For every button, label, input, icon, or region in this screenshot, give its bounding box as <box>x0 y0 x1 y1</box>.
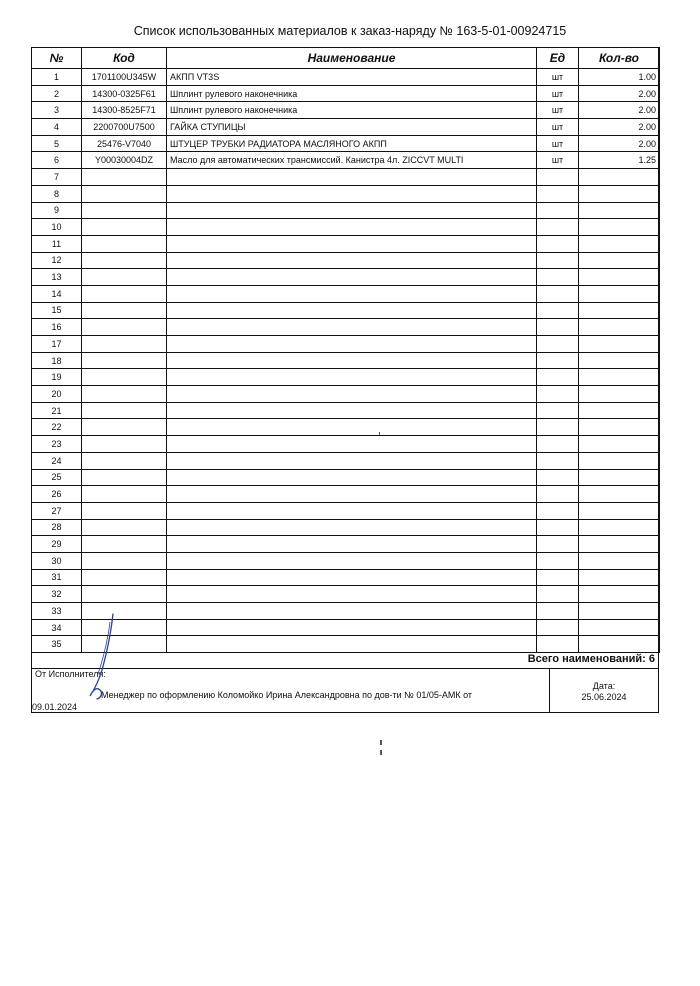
cell-name: ШТУЦЕР ТРУБКИ РАДИАТОРА МАСЛЯНОГО АКПП <box>167 135 537 152</box>
cell-qty: 2.00 <box>579 102 660 119</box>
cell-num: 26 <box>32 486 82 503</box>
cell-name: Шплинт рулевого наконечника <box>167 85 537 102</box>
cell-qty: 1.25 <box>579 152 660 169</box>
manager-line: Менеджер по оформлению Коломойко Ирина Александровна по дов-ти № 01/05-АМК от <box>101 690 473 700</box>
header-code: Код <box>82 48 167 69</box>
cell-num: 19 <box>32 369 82 386</box>
cell-num: 18 <box>32 352 82 369</box>
cell-num: 7 <box>32 169 82 186</box>
cell-num: 20 <box>32 386 82 403</box>
cell-qty: 2.00 <box>579 85 660 102</box>
from-date: 09.01.2024 <box>32 702 78 712</box>
header-name: Наименование <box>167 48 537 69</box>
cell-num: 35 <box>32 636 82 653</box>
cell-num: 23 <box>32 436 82 453</box>
cell-qty: 1.00 <box>579 69 660 86</box>
cell-num: 33 <box>32 603 82 620</box>
cell-num: 16 <box>32 319 82 336</box>
header-unit: Ед <box>537 48 579 69</box>
cell-name: Масло для автоматических трансмиссий. Канистра 4л. ZICCVT MULTI <box>167 152 537 169</box>
scan-mark <box>380 750 382 755</box>
cell-name: Шплинт рулевого наконечника <box>167 102 537 119</box>
header-num: № <box>32 48 82 69</box>
cell-unit: шт <box>537 69 579 86</box>
cell-code: 2200700U7500 <box>82 119 167 136</box>
cell-num: 22 <box>32 419 82 436</box>
cell-num: 12 <box>32 252 82 269</box>
cell-qty: 2.00 <box>579 119 660 136</box>
cell-num: 11 <box>32 235 82 252</box>
cell-unit: шт <box>537 102 579 119</box>
cell-num: 27 <box>32 502 82 519</box>
cell-code: 1701100U345W <box>82 69 167 86</box>
cell-num: 2 <box>32 85 82 102</box>
date-label: Дата: <box>592 681 616 691</box>
cell-unit: шт <box>537 85 579 102</box>
cell-num: 25 <box>32 469 82 486</box>
cell-code: 14300-0325F61 <box>82 85 167 102</box>
cell-code: 25476-V7040 <box>82 135 167 152</box>
document-title: Список использованных материалов к заказ-наряду № 163-5-01-00924715 <box>133 24 567 38</box>
from-label: От Исполнителя: <box>35 669 106 679</box>
cell-num: 3 <box>32 102 82 119</box>
cell-code: 14300-8525F71 <box>82 102 167 119</box>
cell-num: 31 <box>32 569 82 586</box>
cell-num: 10 <box>32 219 82 236</box>
cell-num: 30 <box>32 552 82 569</box>
cell-unit: шт <box>537 119 579 136</box>
cell-name: АКПП VT3S <box>167 69 537 86</box>
scan-mark <box>379 432 380 435</box>
signature-icon <box>80 612 130 702</box>
cell-num: 5 <box>32 135 82 152</box>
cell-num: 6 <box>32 152 82 169</box>
cell-num: 14 <box>32 285 82 302</box>
cell-unit: шт <box>537 152 579 169</box>
cell-name: ГАЙКА СТУПИЦЫ <box>167 119 537 136</box>
cell-num: 29 <box>32 536 82 553</box>
cell-num: 24 <box>32 452 82 469</box>
cell-num: 17 <box>32 336 82 353</box>
cell-qty: 2.00 <box>579 135 660 152</box>
cell-num: 4 <box>32 119 82 136</box>
cell-num: 9 <box>32 202 82 219</box>
header-qty: Кол-во <box>579 48 660 69</box>
cell-num: 32 <box>32 586 82 603</box>
cell-num: 21 <box>32 402 82 419</box>
cell-num: 34 <box>32 619 82 636</box>
cell-num: 1 <box>32 69 82 86</box>
scan-mark <box>380 740 382 745</box>
date-value: 25.06.2024 <box>581 692 627 702</box>
cell-unit: шт <box>537 135 579 152</box>
cell-num: 28 <box>32 519 82 536</box>
total-count: Всего наименований: 6 <box>527 653 655 665</box>
cell-num: 8 <box>32 185 82 202</box>
cell-num: 15 <box>32 302 82 319</box>
cell-num: 13 <box>32 269 82 286</box>
cell-code: Y00030004DZ <box>82 152 167 169</box>
